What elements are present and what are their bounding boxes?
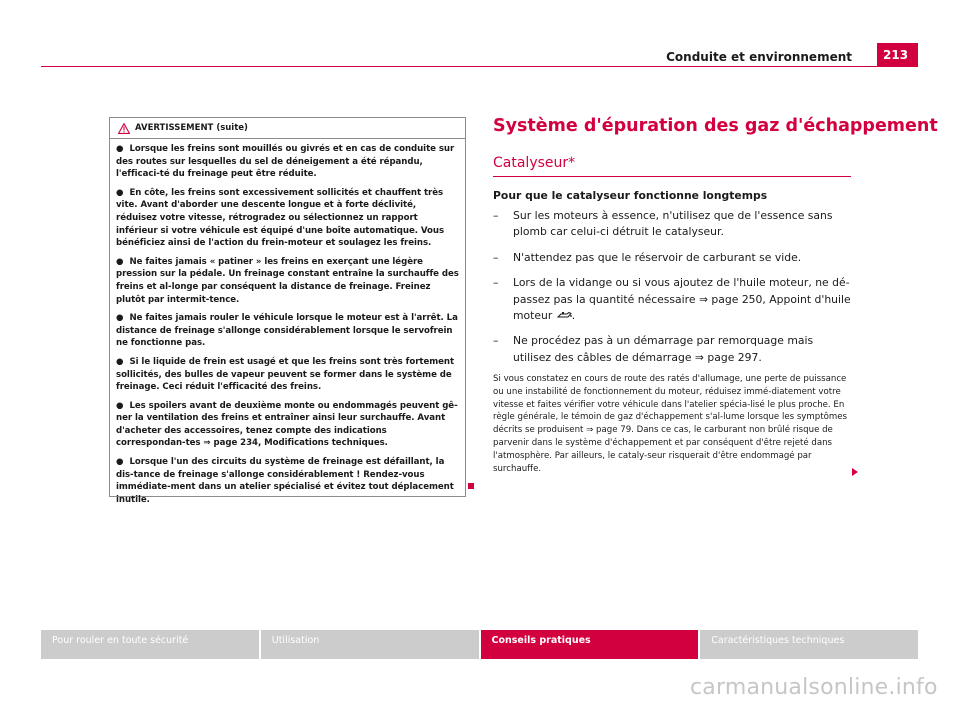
watermark: carmanualsonline.info xyxy=(690,675,938,700)
footer-tab-practical-tips[interactable]: Conseils pratiques xyxy=(481,630,699,659)
instruction-list xyxy=(493,208,853,375)
warning-title: AVERTISSEMENT (suite) xyxy=(135,123,248,133)
warning-item: ● Si le liquide de frein est usagé et que les freins sont très fortement sollicités, des bulles de vapeur peuvent se former dans le système de freinage. Ceci réduit l'efficacité des freins. xyxy=(116,356,455,393)
running-header-title: Conduite et environnement xyxy=(666,50,852,64)
warning-item: ● Lorsque les freins sont mouillés ou givrés et en cas de conduite sur des routes sur lesquelles du sel de déneigement a été répandu, l'efficaci-té du freinage peut être réduite. xyxy=(116,144,455,180)
footer-tab-technical-data[interactable]: Caractéristiques techniques xyxy=(700,630,918,659)
warning-header xyxy=(110,118,465,139)
list-item: – Ne procédez pas à un démarrage par remorquage mais utilisez des câbles de démarrage ⇒ page 297. xyxy=(493,334,814,364)
footer-navigation xyxy=(41,630,918,659)
list-item: – Sur les moteurs à essence, n'utilisez que de l'essence sans plomb car celui-ci détruit le catalyseur. xyxy=(493,209,833,239)
page-number: 213 xyxy=(877,43,918,67)
list-item: – Lors de la vidange ou si vous ajoutez de l'huile moteur, ne dé-passez pas la quantité nécessaire ⇒ page 250, Appoint d'huile moteur . xyxy=(493,276,851,323)
section-title: Système d'épuration des gaz d'échappement xyxy=(493,116,938,136)
continue-arrow-icon xyxy=(852,468,858,476)
subtitle-rule xyxy=(493,176,851,177)
oil-can-icon xyxy=(556,311,572,320)
header-rule xyxy=(41,66,877,67)
warning-item: ● Ne faites jamais « patiner » les freins en exerçant une légère pression sur la pédale. Un freinage constant entraîne la surchauffe des freins et al-longe par conséquent la distance de freinage. Freinez plutôt par intermit-tence. xyxy=(116,256,459,305)
warning-item: ● En côte, les freins sont excessivement sollicités et chauffent très vite. Avant d'aborder une descente longue et à forte déclivité, réduisez votre vitesse, rétrogradez ou sélectionnez un rapport inférieur si votre véhicule est équipé d'une boîte automatique. Vous bénéficiez ainsi de l'action du frein-moteur et soulagez les freins. xyxy=(116,187,445,249)
warning-item: ● Ne faites jamais rouler le véhicule lorsque le moteur est à l'arrêt. La distance de freinage s'allonge considérablement lorsque le servofrein ne fonctionne pas. xyxy=(116,313,458,349)
lead-heading: Pour que le catalyseur fonctionne longtemps xyxy=(493,189,768,202)
footer-tab-usage[interactable]: Utilisation xyxy=(261,630,479,659)
footer-tab-safety[interactable]: Pour rouler en toute sécurité xyxy=(41,630,259,659)
warning-item: ● Les spoilers avant de deuxième monte ou endommagés peuvent gê-ner la ventilation des freins et entraîner ainsi leur surchauffe. Avant d'acheter des accessoires, tenez compte des indications correspondan-tes ⇒ page 234, Modifications techniques. xyxy=(116,400,458,449)
section-subtitle: Catalyseur* xyxy=(493,155,576,171)
section-end-marker xyxy=(468,483,474,489)
body-paragraph: Si vous constatez en cours de route des ratés d'allumage, une perte de puissance ou une instabilité de fonctionnement du moteur, réduisez immé-diatement votre vitesse et faites vérifier votre véhicule dans l'atelier spécia-lisé le plus proche. En règle générale, le témoin de gaz d'échappement s'al-lume lorsque les symptômes décrits se produisent ⇒ page 79. Dans ce cas, le carburant non brûlé risque de parvenir dans le système d'échappement et par conséquent d'être rejeté dans l'atmosphère. Par ailleurs, le cataly-seur risquerait d'être endommagé par surchauffe. xyxy=(493,374,847,474)
warning-triangle-icon xyxy=(118,123,130,134)
list-item: – N'attendez pas que le réservoir de carburant se vide. xyxy=(493,250,802,264)
warning-item: ● Lorsque l'un des circuits du système de freinage est défaillant, la dis-tance de freinage s'allonge considérablement ! Rendez-vous immédiate-ment dans un atelier spécialisé et évitez tout déplacement inutile. xyxy=(116,457,454,505)
warning-box xyxy=(109,117,466,505)
